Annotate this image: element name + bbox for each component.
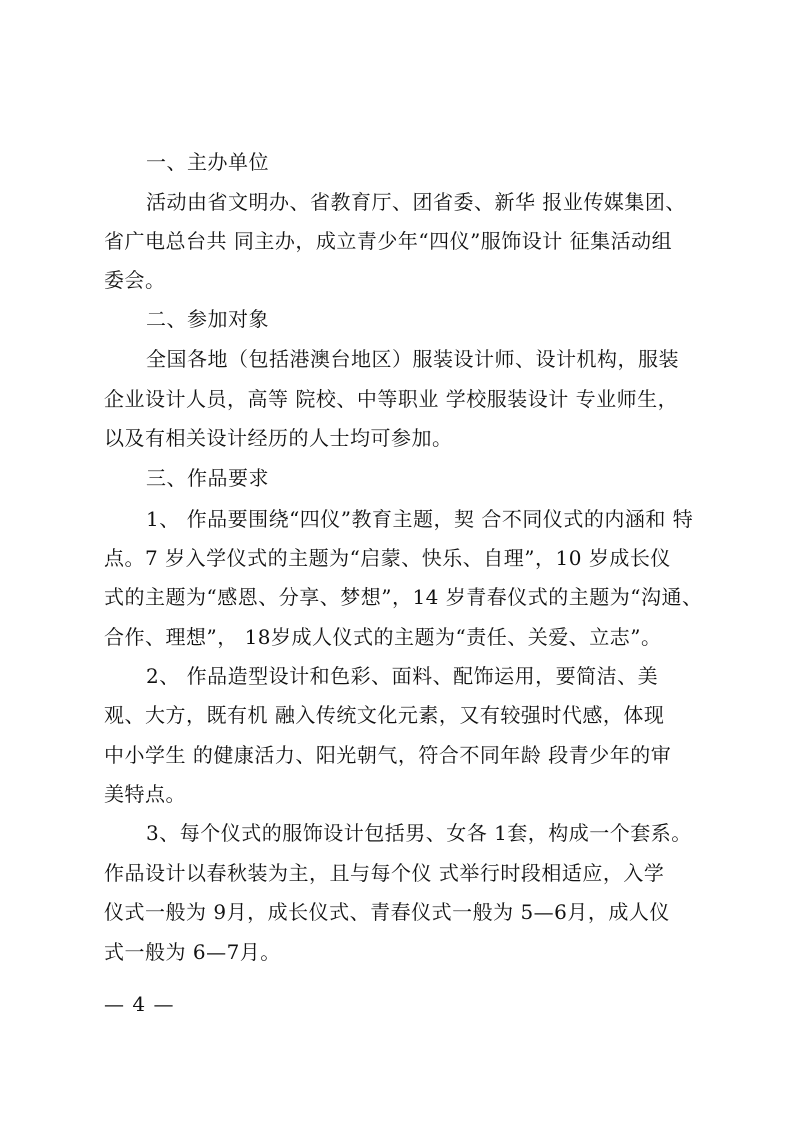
- section-heading-participants: 二、参加对象: [146, 307, 269, 331]
- requirement-3-line: 式一般为 6—7月。: [104, 940, 281, 964]
- requirement-1-line: 合作、理想”， 18岁成人仪式的主题为“责任、关爱、立志”。: [104, 625, 662, 649]
- section-heading-requirements: 三、作品要求: [146, 466, 269, 490]
- requirement-2-line: 中小学生 的健康活力、阳光朝气，符合不同年龄 段青少年的审: [104, 743, 672, 767]
- paragraph-line: 企业设计人员，高等 院校、中等职业 学校服装设计 专业师生，: [104, 387, 679, 411]
- requirement-2-line: 观、大方，既有机 融入传统文化元素，又有较强时代感，体现: [104, 703, 665, 727]
- requirement-1-line: 式的主题为“感恩、分享、梦想”，14 岁青春仪式的主题为“沟通、: [104, 585, 703, 609]
- requirement-3-line: 仪式一般为 9月，成长仪式、青春仪式一般为 5—6月，成人仪: [104, 900, 670, 924]
- paragraph-line: 活动由省文明办、省教育厅、团省委、新华 报业传媒集团、: [146, 190, 686, 214]
- requirement-3-line: 3、每个仪式的服饰设计包括男、女各 1套，构成一个套系。: [146, 821, 692, 845]
- requirement-2-line: 2、 作品造型设计和色彩、面料、配饰运用，要简洁、美: [146, 664, 659, 688]
- requirement-2-line: 美特点。: [104, 782, 186, 806]
- page-number: — 4 —: [104, 992, 175, 1016]
- requirement-1-line: 点。7 岁入学仪式的主题为“启蒙、快乐、自理”，10 岁成长仪: [104, 546, 671, 570]
- paragraph-line: 省广电总台共 同主办，成立青少年“四仪”服饰设计 征集活动组: [104, 229, 673, 253]
- requirement-3-line: 作品设计以春秋装为主，且与每个仪 式举行时段相适应，入学: [104, 861, 665, 885]
- paragraph-line: 委会。: [104, 268, 166, 292]
- section-heading-organizers: 一、主办单位: [146, 150, 269, 174]
- paragraph-line: 以及有相关设计经历的人士均可参加。: [104, 426, 453, 450]
- requirement-1-line: 1、 作品要围绕“四仪”教育主题，契 合不同仪式的内涵和 特: [146, 507, 694, 531]
- paragraph-line: 全国各地（包括港澳台地区）服装设计师、设计机构，服装: [146, 347, 679, 371]
